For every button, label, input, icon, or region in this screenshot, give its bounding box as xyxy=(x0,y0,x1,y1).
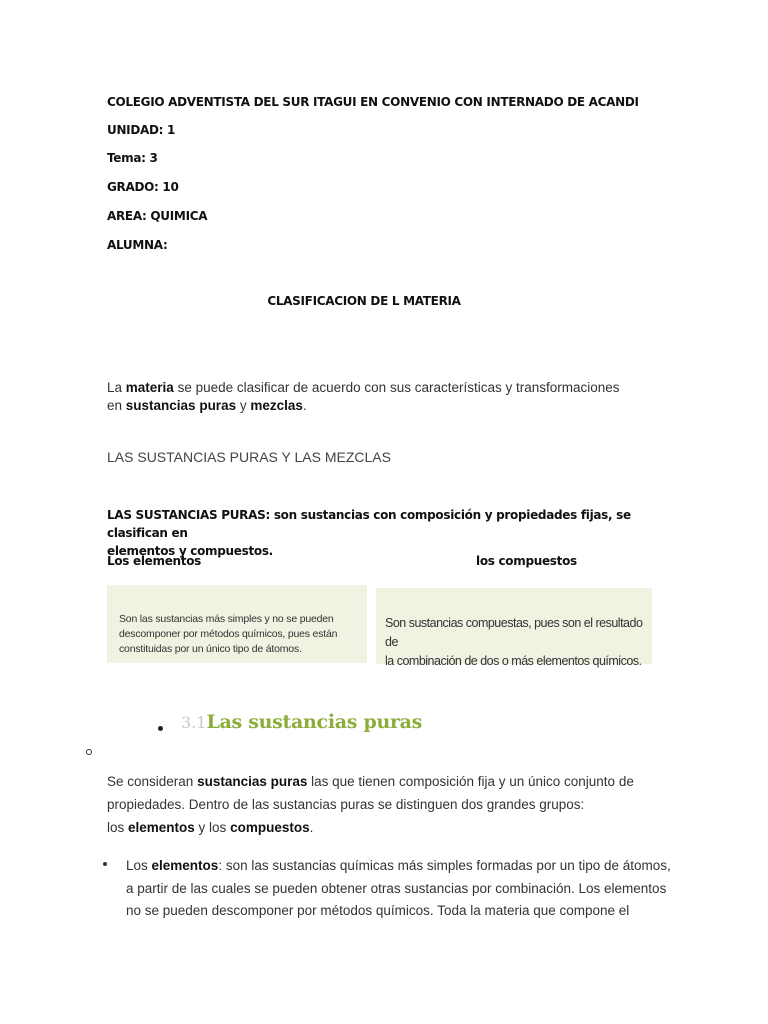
subsection-number: 3.1 xyxy=(181,713,207,732)
elementos-box-line: constituidas por un único tipo de átomos. xyxy=(119,643,302,655)
elementos-definition-box xyxy=(107,585,367,663)
body-line-3: los elementos y los compuestos. xyxy=(107,820,314,835)
body-line-1: Se consideran sustancias puras las que tienen composición fija y un único conjunto de xyxy=(107,774,634,789)
unidad-label: UNIDAD: 1 xyxy=(107,123,176,137)
grado-label: GRADO: 10 xyxy=(107,180,179,194)
hollow-bullet-icon xyxy=(86,749,92,755)
compuestos-label: los compuestos xyxy=(476,554,577,568)
area-label: AREA: QUIMICA xyxy=(107,209,208,223)
elementos-box-line: Son las sustancias más simples y no se pueden xyxy=(119,613,334,625)
elementos-label: Los elementos xyxy=(107,554,202,568)
compuestos-box-line: Son sustancias compuestas, pues son el resultado de xyxy=(385,616,643,649)
compuestos-definition-box xyxy=(376,588,652,668)
intro-paragraph xyxy=(107,379,667,415)
list-item-line-2: a partir de las cuales se pueden obtener otras sustancias por combinación. Los elementos xyxy=(126,880,667,896)
intro-line-2: en sustancias puras y mezclas. xyxy=(107,398,307,413)
puras-definition xyxy=(107,506,667,560)
list-item-line-1: Los elementos: son las sustancias químicas más simples formadas por un tipo de átomos, xyxy=(126,858,671,873)
bullet-icon xyxy=(158,726,163,731)
puras-definition-line-2: elementos y compuestos. xyxy=(107,544,273,558)
intro-line-1: La materia se puede clasificar de acuerdo con sus características y transformaciones xyxy=(107,380,620,395)
document-title: CLASIFICACION DE L MATERIA xyxy=(267,294,461,308)
school-name: COLEGIO ADVENTISTA DEL SUR ITAGUI EN CONVENIO CON INTERNADO DE ACANDI xyxy=(107,95,639,109)
puras-definition-line-1: LAS SUSTANCIAS PURAS: son sustancias con composición y propiedades fijas, se clasifican en xyxy=(107,508,631,540)
section-heading: LAS SUSTANCIAS PURAS Y LAS MEZCLAS xyxy=(107,449,391,465)
body-line-2: propiedades. Dentro de las sustancias puras se distinguen dos grandes grupos: xyxy=(107,797,585,812)
body-paragraph xyxy=(107,770,667,839)
subsection-heading xyxy=(181,711,422,733)
list-bullet-icon xyxy=(103,862,107,866)
elementos-box-line: descomponer por métodos químicos, pues están xyxy=(119,628,338,640)
alumna-label: ALUMNA: xyxy=(107,238,168,252)
list-item xyxy=(126,855,686,923)
list-item-line-3: no se pueden descomponer por métodos químicos. Toda la materia que compone el xyxy=(126,903,630,918)
tema-label: Tema: 3 xyxy=(107,151,158,165)
subsection-title: Las sustancias puras xyxy=(206,711,423,733)
compuestos-box-line: la combinación de dos o más elementos químicos. xyxy=(385,654,642,668)
